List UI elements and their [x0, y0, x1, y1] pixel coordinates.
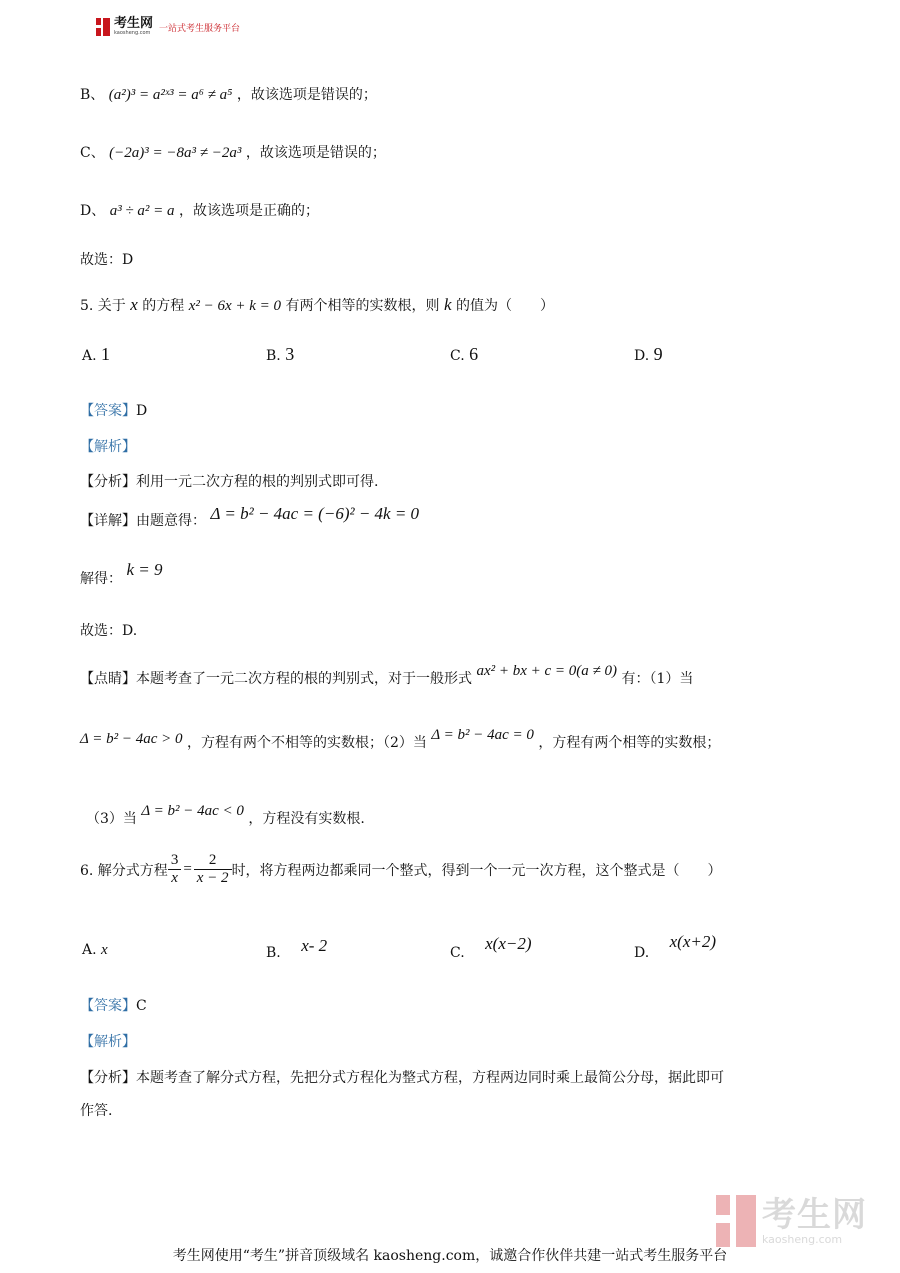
- q6-option-c-value: x(x−2): [485, 934, 532, 953]
- q6-option-a-label: A.: [82, 942, 97, 958]
- q5-option-a-label: A.: [82, 348, 97, 364]
- q6-answer: [80, 995, 147, 1015]
- q5-stem-a: 5. 关于: [80, 298, 126, 314]
- q5-stem: [80, 295, 554, 315]
- q6-eq-sign: =: [183, 861, 192, 877]
- q6-option-a-value: x: [101, 942, 108, 958]
- header-logo: [96, 18, 240, 36]
- q5-guxuan: 故选：D.: [80, 623, 138, 639]
- q6-option-b: [266, 936, 328, 962]
- q5-xiangjie-text: 由题意得：: [136, 513, 206, 529]
- q5-option-c: [450, 344, 478, 365]
- q5-option-d-label: D.: [634, 348, 650, 364]
- q6-option-b-label: B.: [266, 945, 281, 961]
- q6-option-b-value: x- 2: [301, 936, 328, 955]
- q6-fraction-left: [168, 852, 182, 887]
- q5-dianjing-tail: 有：（1）当: [621, 671, 694, 687]
- q6-answer-tag: 【答案】: [80, 998, 136, 1014]
- q5-answer-value: D: [136, 403, 148, 419]
- q5-dianjing: [80, 663, 694, 688]
- q6-option-c: [450, 934, 532, 962]
- q5-var-k: k: [443, 295, 452, 314]
- q5-case3-math: Δ = b² − 4ac < 0: [141, 803, 244, 819]
- q5-fenxi-text: 利用一元二次方程的根的判别式即可得.: [136, 474, 379, 490]
- option-c-text: ，故该选项是错误的；: [245, 145, 386, 161]
- logo-sub: kaosheng.com: [114, 30, 151, 36]
- watermark-logo: [716, 1195, 867, 1247]
- watermark-icon: [716, 1195, 756, 1247]
- q6-frac2-num: 2: [208, 852, 217, 868]
- q5-option-a: [82, 344, 110, 365]
- watermark-sub: kaosheng.com: [762, 1232, 843, 1246]
- page-footer: 考生网使用“考生”拼音顶级域名 kaosheng.com，诚邀合作伙伴共建一站式考生服务平台: [172, 1248, 728, 1264]
- option-b-label: B、: [80, 87, 105, 103]
- q6-option-c-label: C.: [450, 945, 465, 961]
- q6-frac2-den: x − 2: [194, 869, 232, 887]
- q6-fraction-right: [194, 852, 232, 887]
- logo-icon: [96, 18, 110, 36]
- q5-fenxi-tag: 【分析】: [80, 474, 136, 490]
- q5-case3-text: ，方程没有实数根.: [248, 811, 365, 827]
- option-c-math: (−2a)³ = −8a³ ≠ −2a³: [109, 145, 242, 161]
- q5-case2-text: ，方程有两个相等的实数根；: [538, 735, 721, 751]
- q5-jiede-math: k = 9: [126, 560, 163, 579]
- q5-analysis-tag: 【解析】: [80, 439, 136, 455]
- q5-option-a-value: 1: [101, 344, 111, 364]
- q6-option-d-value: x(x+2): [669, 932, 717, 951]
- q5-answer-tag: 【答案】: [80, 403, 136, 419]
- q6-answer-value: C: [136, 998, 147, 1014]
- option-d-text: ，故该选项是正确的；: [179, 203, 319, 219]
- q5-equation: x² − 6x + k = 0: [188, 298, 282, 314]
- logo-text: 考生网: [114, 16, 154, 31]
- option-c-line: [80, 142, 386, 162]
- q5-dianjing-math: ax² + bx + c = 0(a ≠ 0): [476, 663, 618, 679]
- q5-stem-d: 的值为（ ）: [455, 298, 554, 314]
- q6-fenxi-text-1: 本题考查了解分式方程，先把分式方程化为整式方程，方程两边同时乘上最简公分母，据此即可: [136, 1070, 724, 1086]
- q5-case1-2: [80, 727, 721, 752]
- option-b-math: (a²)³ = a²ˣ³ = a⁶ ≠ a⁵: [108, 87, 233, 103]
- q5-jiede-label: 解得：: [80, 571, 122, 587]
- q6-frac1-num: 3: [170, 852, 179, 868]
- option-b-line: [80, 84, 377, 104]
- q5-dianjing-tag: 【点睛】: [80, 671, 136, 687]
- q5-jiede: [80, 560, 163, 588]
- option-c-label: C、: [80, 145, 105, 161]
- option-d-line: [80, 200, 319, 220]
- q5-case2-math: Δ = b² − 4ac = 0: [431, 727, 534, 743]
- q5-answer: [80, 400, 147, 420]
- q5-xiangjie-math: Δ = b² − 4ac = (−6)² − 4k = 0: [210, 504, 420, 523]
- q5-stem-b: 的方程: [142, 298, 185, 314]
- q5-var-x: x: [130, 295, 138, 314]
- q5-dianjing-text: 本题考查了一元二次方程的根的判别式，对于一般形式: [136, 671, 472, 687]
- option-d-label: D、: [80, 203, 106, 219]
- q6-frac1-den: x: [168, 869, 181, 887]
- q6-fenxi-cont: 作答.: [80, 1103, 113, 1119]
- watermark-text: 考生网: [762, 1194, 867, 1235]
- q5-case1-math: Δ = b² − 4ac > 0: [80, 731, 183, 747]
- header-slogan: 一站式考生服务平台: [159, 23, 241, 34]
- q5-option-c-value: 6: [469, 344, 479, 364]
- option-b-text: ，故该选项是错误的；: [236, 87, 377, 103]
- q5-option-c-label: C.: [450, 348, 465, 364]
- q6-option-d-label: D.: [634, 945, 650, 961]
- q5-option-d: [634, 344, 663, 365]
- option-d-math: a³ ÷ a² = a: [109, 203, 175, 219]
- q5-option-d-value: 9: [653, 344, 663, 364]
- q6-stem-b: 时，将方程两边都乘同一个整式，得到一个一元一次方程，这个整式是（ ）: [231, 862, 722, 879]
- q6-analysis-tag: 【解析】: [80, 1034, 136, 1050]
- q5-xiangjie: [80, 504, 420, 530]
- q5-stem-c: 有两个相等的实数根，则: [285, 298, 440, 314]
- q5-option-b-label: B.: [266, 348, 281, 364]
- q5-case3: [86, 803, 365, 828]
- prev-answer-line: 故选：D: [80, 252, 134, 268]
- q6-stem: [80, 852, 722, 887]
- q6-fenxi-tag: 【分析】: [80, 1070, 136, 1086]
- q6-fenxi: [80, 1067, 724, 1087]
- q6-stem-a: 6. 解分式方程: [80, 862, 168, 879]
- q5-option-b-value: 3: [285, 344, 295, 364]
- q5-fenxi: [80, 471, 378, 491]
- q5-xiangjie-tag: 【详解】: [80, 513, 136, 529]
- q5-option-b: [266, 344, 294, 365]
- q6-option-a: [82, 942, 108, 959]
- q6-option-d: [634, 932, 717, 962]
- q5-case1-text: ，方程有两个不相等的实数根；（2）当: [187, 735, 427, 751]
- q5-case3-pre: （3）当: [86, 811, 137, 827]
